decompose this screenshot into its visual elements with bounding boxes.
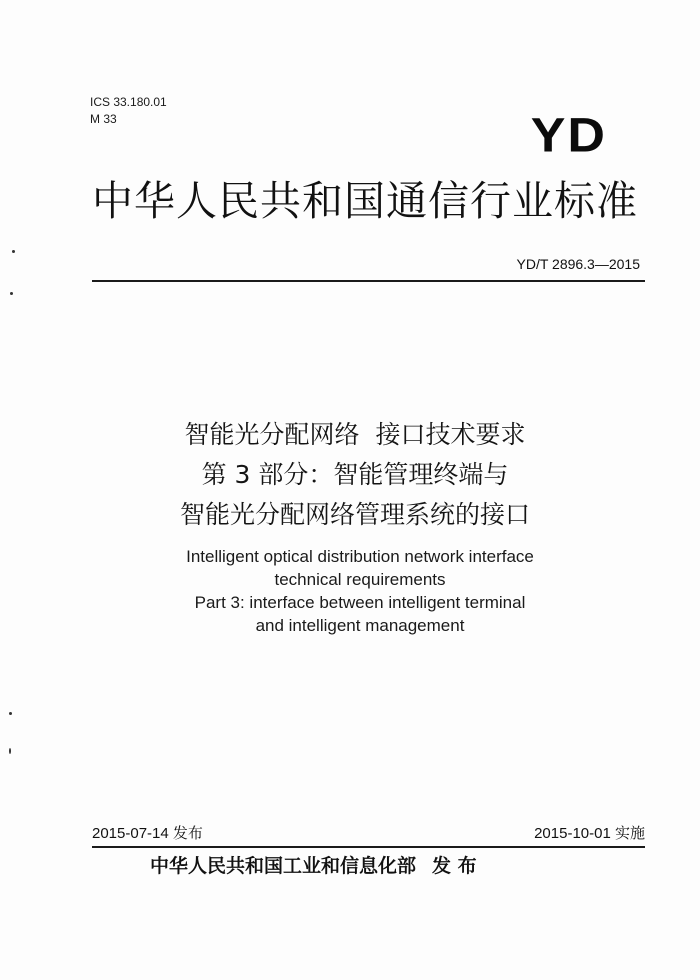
top-divider bbox=[92, 280, 645, 282]
ics-code: ICS 33.180.01 bbox=[90, 95, 167, 109]
chinese-title-line-3: 智能光分配网络管理系统的接口 bbox=[179, 500, 530, 529]
bottom-divider bbox=[92, 846, 645, 848]
standard-number: YD/T 2896.3—2015 bbox=[516, 256, 640, 272]
issue-verb: 发 布 bbox=[432, 855, 477, 877]
classification-codes bbox=[90, 94, 167, 128]
standard-category-title: 中华人民共和国通信行业标准 bbox=[92, 177, 638, 225]
chinese-title-line-1: 智能光分配网络 接口技术要求 bbox=[184, 420, 526, 449]
english-title-line-3: Part 3: interface between intelligent terminal bbox=[194, 593, 526, 612]
english-title-line-4: and intelligent management bbox=[255, 616, 465, 635]
scan-speck bbox=[10, 292, 13, 295]
chinese-title-line-2: 第 3 部分：智能管理终端与 bbox=[201, 460, 509, 489]
issuing-authority bbox=[150, 853, 610, 879]
scan-speck bbox=[12, 250, 15, 253]
scan-speck bbox=[9, 748, 11, 754]
ccs-code: M 33 bbox=[90, 112, 117, 126]
chinese-title bbox=[90, 415, 620, 535]
yd-logo: YD bbox=[530, 109, 607, 163]
implementation-date: 2015-10-01 实施 bbox=[534, 825, 645, 842]
date-row bbox=[92, 822, 645, 842]
english-title bbox=[110, 545, 610, 637]
publish-date: 2015-07-14 发布 bbox=[92, 825, 203, 842]
english-title-line-1: Intelligent optical distribution network interface bbox=[186, 547, 534, 566]
scan-speck bbox=[9, 712, 12, 715]
english-title-line-2: technical requirements bbox=[274, 570, 446, 589]
issuer-name: 中华人民共和国工业和信息化部 bbox=[150, 855, 417, 877]
